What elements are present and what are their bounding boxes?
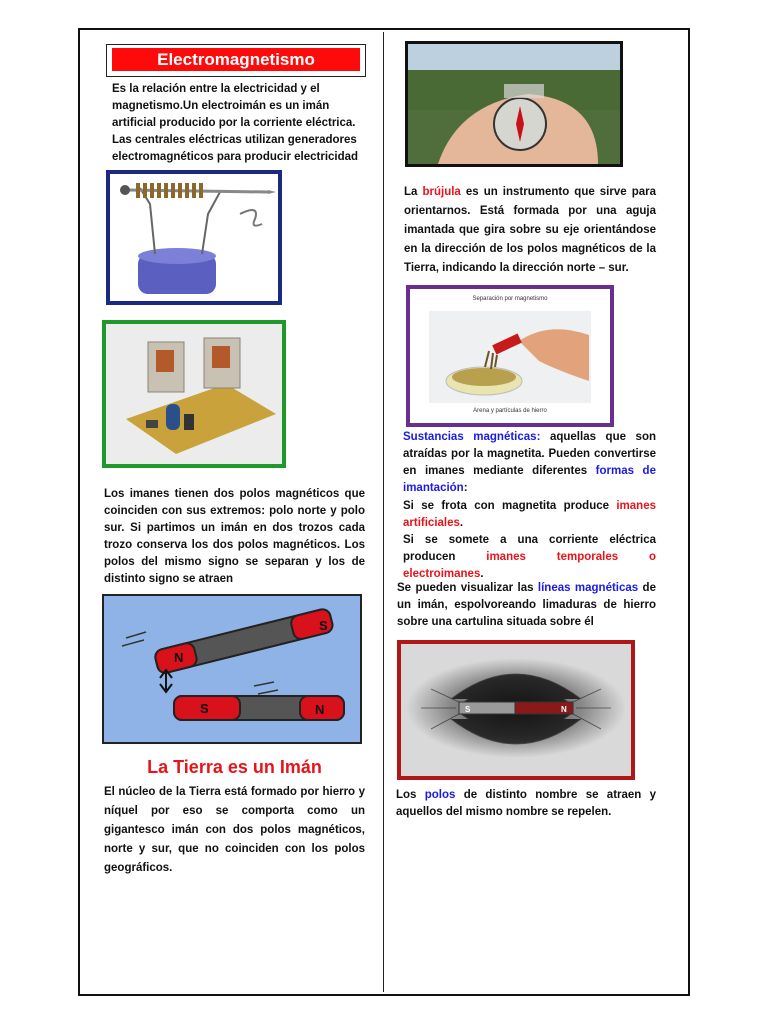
artificial-magnets-term: imanes artificiales	[403, 500, 656, 529]
field-lines-text	[397, 580, 656, 631]
title-box	[106, 44, 366, 77]
column-divider	[383, 32, 384, 992]
separation-caption-top: Separación por magnetismo	[472, 296, 548, 302]
rubbing-end: .	[459, 517, 464, 529]
current-end: .	[480, 568, 484, 580]
compass-text-post: es un instrumento que sirve para orientarnos. Está formada por una aguja imantada que gira sobre su eje orientándose en la dirección de los polos magnéticos de la Tierra, indicando la dirección norte – sur.	[404, 186, 656, 274]
temporary-magnets-term: imanes temporales o electroimanes	[403, 551, 657, 580]
filings-n-label: N	[561, 705, 567, 714]
poles-attract-post: de distinto nombre se atraen y aquellos del mismo nombre se repelen.	[396, 789, 657, 818]
magnetization-link[interactable]: formas de imantación	[403, 465, 656, 494]
substances-text	[403, 429, 656, 497]
field-lines-pre: Se pueden visualizar las	[397, 582, 538, 594]
field-lines-post: de un imán, espolvoreando limaduras de hierro sobre una cartulina situada sobre él	[397, 582, 656, 628]
earth-text: El núcleo de la Tierra está formado por hierro y níquel por eso se comporta como un gigantesco imán con dos polos magnéticos, norte y sur, que no coinciden con los polos geográficos.	[104, 786, 365, 874]
separation-caption-bottom: Arena y partículas de hierro	[473, 408, 547, 414]
intro-text: Es la relación entre la electricidad y el magnetismo.Un electroimán es un imán artificial producido por la corriente eléctrica. Las centrales eléctricas utilizan generadores electromagnéticos para producir electricidad	[112, 83, 359, 163]
current-text	[403, 532, 656, 583]
compass-term: brújula	[422, 186, 461, 198]
substances-term: Sustancias magnéticas:	[403, 431, 541, 443]
magnet1-n-label: N	[174, 650, 184, 665]
bar-magnets-image	[102, 594, 362, 744]
poles-attract-pre: Los	[396, 789, 425, 801]
magnetic-separation-image	[406, 285, 614, 427]
field-lines-term: líneas magnéticas	[537, 582, 639, 594]
current-pre: Si se somete a una corriente eléctrica producen	[403, 534, 656, 563]
earth-heading: La Tierra es un Imán	[147, 757, 322, 777]
magnet1-s-label: S	[319, 618, 328, 633]
substances-end: :	[463, 482, 468, 494]
rubbing-text	[403, 498, 656, 532]
page-title: Electromagnetismo	[112, 48, 360, 71]
electromagnet-image	[106, 170, 282, 305]
magnet2-n-label: N	[315, 702, 325, 717]
substances-desc: aquellas que son atraídas por la magnetita. Pueden convertirse en imanes mediante diferentes	[403, 431, 657, 477]
compass-text-pre: La	[404, 186, 423, 198]
magnet2-s-label: S	[200, 701, 209, 716]
poles-attract-text	[396, 787, 656, 821]
relay-board-image	[102, 320, 286, 468]
poles-term: polos	[424, 789, 456, 801]
rubbing-pre: Si se frota con magnetita produce	[403, 500, 617, 512]
filings-s-label: S	[465, 705, 471, 714]
compass-text	[404, 183, 656, 278]
compass-image	[405, 41, 623, 167]
poles-text: Los imanes tienen dos polos magnéticos que coinciden con sus extremos: polo norte y polo sur. Si partimos un imán en dos trozos cada trozo conserva los dos polos magnéticos. Los polos del mismo signo se separan y los de distinto signo se atraen	[104, 488, 365, 585]
iron-filings-image	[397, 640, 635, 780]
